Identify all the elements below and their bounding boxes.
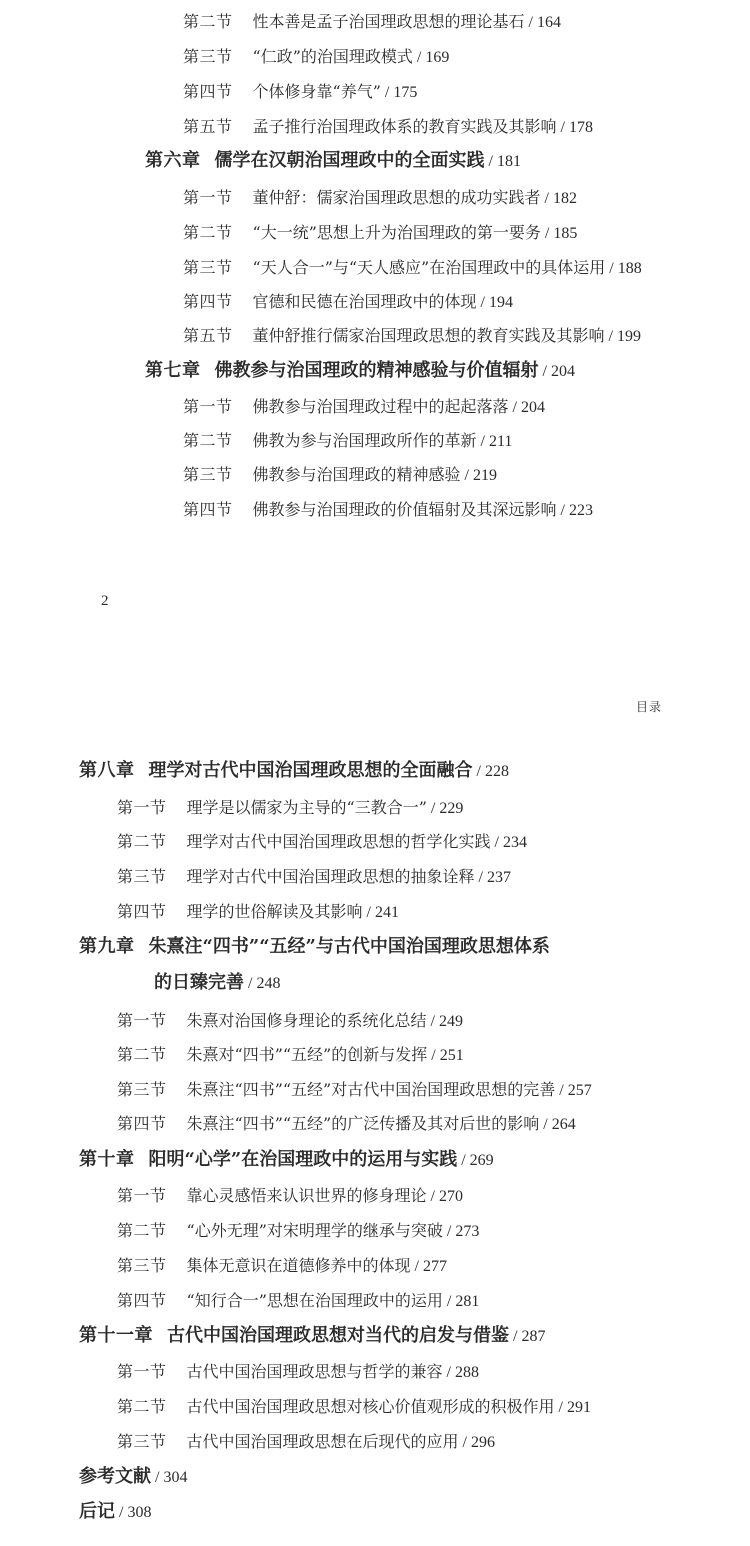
toc-section: [117, 1431, 495, 1454]
chapter-label: 第十一章: [79, 1325, 153, 1346]
section-label: 第三节: [117, 867, 167, 886]
toc-section: [117, 1255, 447, 1278]
page-number: / 204: [512, 399, 545, 416]
toc-section: [183, 222, 577, 245]
toc-section: [117, 831, 527, 854]
section-title: “知行合一”思想在治国理政中的运用: [186, 1291, 443, 1310]
page-number: / 264: [543, 1116, 576, 1133]
page-number: / 249: [430, 1013, 463, 1030]
chapter-label: 第八章: [79, 760, 135, 781]
page-number: / 175: [384, 84, 418, 101]
section-title: 朱熹注“四书”“五经”对古代中国治国理政思想的完善: [186, 1080, 556, 1099]
toc-section: [183, 46, 449, 69]
section-label: 第四节: [183, 500, 233, 519]
toc-section: [183, 499, 593, 522]
section-label: 第四节: [117, 902, 167, 921]
section-title: 集体无意识在道德修养中的体现: [186, 1256, 411, 1275]
toc-section: [117, 797, 463, 820]
section-title: 孟子推行治国理政体系的教育实践及其影响: [252, 117, 557, 136]
toc-references: [79, 1466, 187, 1489]
section-label: 第一节: [117, 798, 167, 817]
page-number: / 257: [559, 1082, 592, 1099]
section-title: 古代中国治国理政思想在后现代的应用: [186, 1432, 459, 1451]
section-title: 董仲舒推行儒家治国理政思想的教育实践及其影响: [252, 326, 605, 345]
page-number: / 287: [513, 1328, 546, 1345]
chapter-title: 阳明“心学”在治国理政中的运用与实践: [148, 1149, 458, 1170]
toc-section: [117, 1010, 463, 1033]
toc-chapter: [79, 936, 554, 959]
chapter-title: 儒学在汉朝治国理政中的全面实践: [214, 150, 485, 171]
page-number: / 199: [608, 328, 641, 345]
section-title: 理学对古代中国治国理政思想的哲学化实践: [186, 832, 491, 851]
toc-section: [183, 11, 561, 34]
section-title: 个体修身靠“养气”: [252, 82, 381, 101]
section-label: 第二节: [183, 223, 233, 242]
toc-section: [183, 257, 642, 280]
section-title: 官德和民德在治国理政中的体现: [252, 292, 477, 311]
chapter-title: 的日臻完善: [154, 972, 244, 993]
running-head: 目录: [636, 700, 663, 714]
section-label: 第二节: [117, 1045, 167, 1064]
page-number: / 229: [430, 800, 464, 817]
toc-afterword: [79, 1501, 151, 1524]
section-title: 佛教参与治国理政的精神感验: [252, 465, 461, 484]
section-title: 佛教参与治国理政过程中的起起落落: [252, 397, 509, 416]
toc-section: [183, 396, 545, 419]
page-number: / 234: [494, 834, 527, 851]
page-number: / 241: [366, 904, 399, 921]
afterword-title: 后记: [79, 1501, 115, 1522]
page-number: / 185: [544, 225, 578, 242]
chapter-label: 第六章: [145, 150, 201, 171]
section-label: 第二节: [117, 832, 167, 851]
section-label: 第四节: [117, 1291, 167, 1310]
toc-chapter: [79, 1149, 494, 1172]
page-folio: 2: [101, 593, 109, 609]
section-title: 朱熹注“四书”“五经”的广泛传播及其对后世的影响: [186, 1114, 540, 1133]
section-label: 第五节: [183, 326, 233, 345]
page-number: / 178: [560, 119, 593, 136]
page-number: / 164: [528, 14, 561, 31]
page-number: / 228: [476, 763, 509, 780]
toc-chapter: [145, 360, 575, 383]
page-number: / 204: [542, 363, 575, 380]
page-number: / 188: [609, 260, 642, 277]
toc-section: [183, 325, 641, 348]
section-label: 第一节: [117, 1362, 167, 1381]
section-title: “天人合一”与“天人感应”在治国理政中的具体运用: [252, 258, 606, 277]
page-number: / 281: [446, 1293, 480, 1310]
section-label: 第三节: [183, 258, 233, 277]
page-number: / 194: [480, 294, 513, 311]
section-label: 第二节: [117, 1221, 167, 1240]
page-number: / 169: [416, 49, 450, 66]
page-number: / 296: [462, 1434, 495, 1451]
toc-section: [117, 1044, 464, 1067]
toc-section: [183, 291, 513, 314]
section-title: “心外无理”对宋明理学的继承与突破: [186, 1221, 443, 1240]
section-label: 第四节: [183, 292, 233, 311]
section-label: 第一节: [117, 1011, 167, 1030]
toc-section: [117, 901, 399, 924]
toc-section: [117, 1220, 479, 1243]
page-number: / 223: [560, 502, 593, 519]
page-number: / 219: [464, 467, 497, 484]
toc-chapter: [145, 150, 521, 173]
section-title: 古代中国治国理政思想对核心价值观形成的积极作用: [186, 1397, 555, 1416]
toc-section: [183, 464, 497, 487]
toc-chapter: [79, 760, 509, 783]
section-title: 佛教为参与治国理政所作的革新: [252, 431, 477, 450]
toc-section: [183, 81, 417, 104]
toc-chapter: [79, 1325, 545, 1348]
toc-page-top: [0, 0, 750, 640]
section-label: 第三节: [117, 1080, 167, 1099]
chapter-label: 第十章: [79, 1149, 135, 1170]
section-label: 第一节: [183, 397, 233, 416]
section-label: 第一节: [117, 1186, 167, 1205]
toc-section: [183, 116, 593, 139]
toc-page-bottom: [0, 640, 750, 1546]
section-label: 第三节: [183, 47, 233, 66]
section-title: 佛教参与治国理政的价值辐射及其深远影响: [252, 500, 557, 519]
section-title: 性本善是孟子治国理政思想的理论基石: [252, 12, 525, 31]
section-label: 第三节: [183, 465, 233, 484]
section-label: 第二节: [183, 431, 233, 450]
toc-section: [117, 866, 511, 889]
section-title: 靠心灵感悟来认识世界的修身理论: [186, 1186, 427, 1205]
chapter-label: 第九章: [79, 936, 135, 957]
page-number: / 211: [480, 433, 513, 450]
toc-section: [117, 1361, 479, 1384]
page-number: / 270: [430, 1188, 463, 1205]
section-title: 董仲舒：儒家治国理政思想的成功实践者: [252, 188, 541, 207]
section-label: 第四节: [183, 82, 233, 101]
toc-section: [183, 187, 577, 210]
section-label: 第四节: [117, 1114, 167, 1133]
section-label: 第二节: [183, 12, 233, 31]
section-title: 理学是以儒家为主导的“三教合一”: [186, 798, 427, 817]
page-number: / 251: [431, 1047, 464, 1064]
section-label: 第五节: [183, 117, 233, 136]
section-label: 第一节: [183, 188, 233, 207]
chapter-title: 理学对古代中国治国理政思想的全面融合: [148, 760, 473, 781]
toc-section: [183, 430, 512, 453]
page-number: / 181: [488, 153, 521, 170]
toc-section: [117, 1396, 591, 1419]
toc-section: [117, 1079, 592, 1102]
section-title: “大一统”思想上升为治国理政的第一要务: [252, 223, 541, 242]
section-title: 理学的世俗解读及其影响: [186, 902, 363, 921]
section-title: 古代中国治国理政思想与哲学的兼容: [186, 1362, 443, 1381]
page-number: / 291: [558, 1399, 591, 1416]
section-title: “仁政”的治国理政模式: [252, 47, 413, 66]
page-number: / 288: [446, 1364, 479, 1381]
page-number: / 273: [446, 1223, 480, 1240]
chapter-title: 古代中国治国理政思想对当代的启发与借鉴: [167, 1325, 509, 1346]
section-label: 第三节: [117, 1432, 167, 1451]
section-title: 理学对古代中国治国理政思想的抽象诠释: [186, 867, 475, 886]
toc-section: [117, 1290, 479, 1313]
references-title: 参考文献: [79, 1466, 151, 1487]
section-label: 第二节: [117, 1397, 167, 1416]
section-title: 朱熹对“四书”“五经”的创新与发挥: [186, 1045, 428, 1064]
toc-section: [117, 1113, 576, 1136]
page-number: / 182: [544, 190, 577, 207]
chapter-label: 第七章: [145, 360, 201, 381]
chapter-title: 佛教参与治国理政的精神感验与价值辐射: [214, 360, 539, 381]
page-number: / 304: [155, 1469, 188, 1486]
toc-section: [117, 1185, 463, 1208]
toc-chapter-continued: [154, 972, 280, 995]
page-number: / 269: [461, 1152, 494, 1169]
chapter-title: 朱熹注“四书”“五经”与古代中国治国理政思想体系: [148, 936, 550, 957]
section-title: 朱熹对治国修身理论的系统化总结: [186, 1011, 427, 1030]
section-label: 第三节: [117, 1256, 167, 1275]
page-number: / 248: [248, 975, 281, 992]
page-number: / 308: [119, 1504, 152, 1521]
page-number: / 277: [414, 1258, 447, 1275]
page-number: / 237: [478, 869, 511, 886]
